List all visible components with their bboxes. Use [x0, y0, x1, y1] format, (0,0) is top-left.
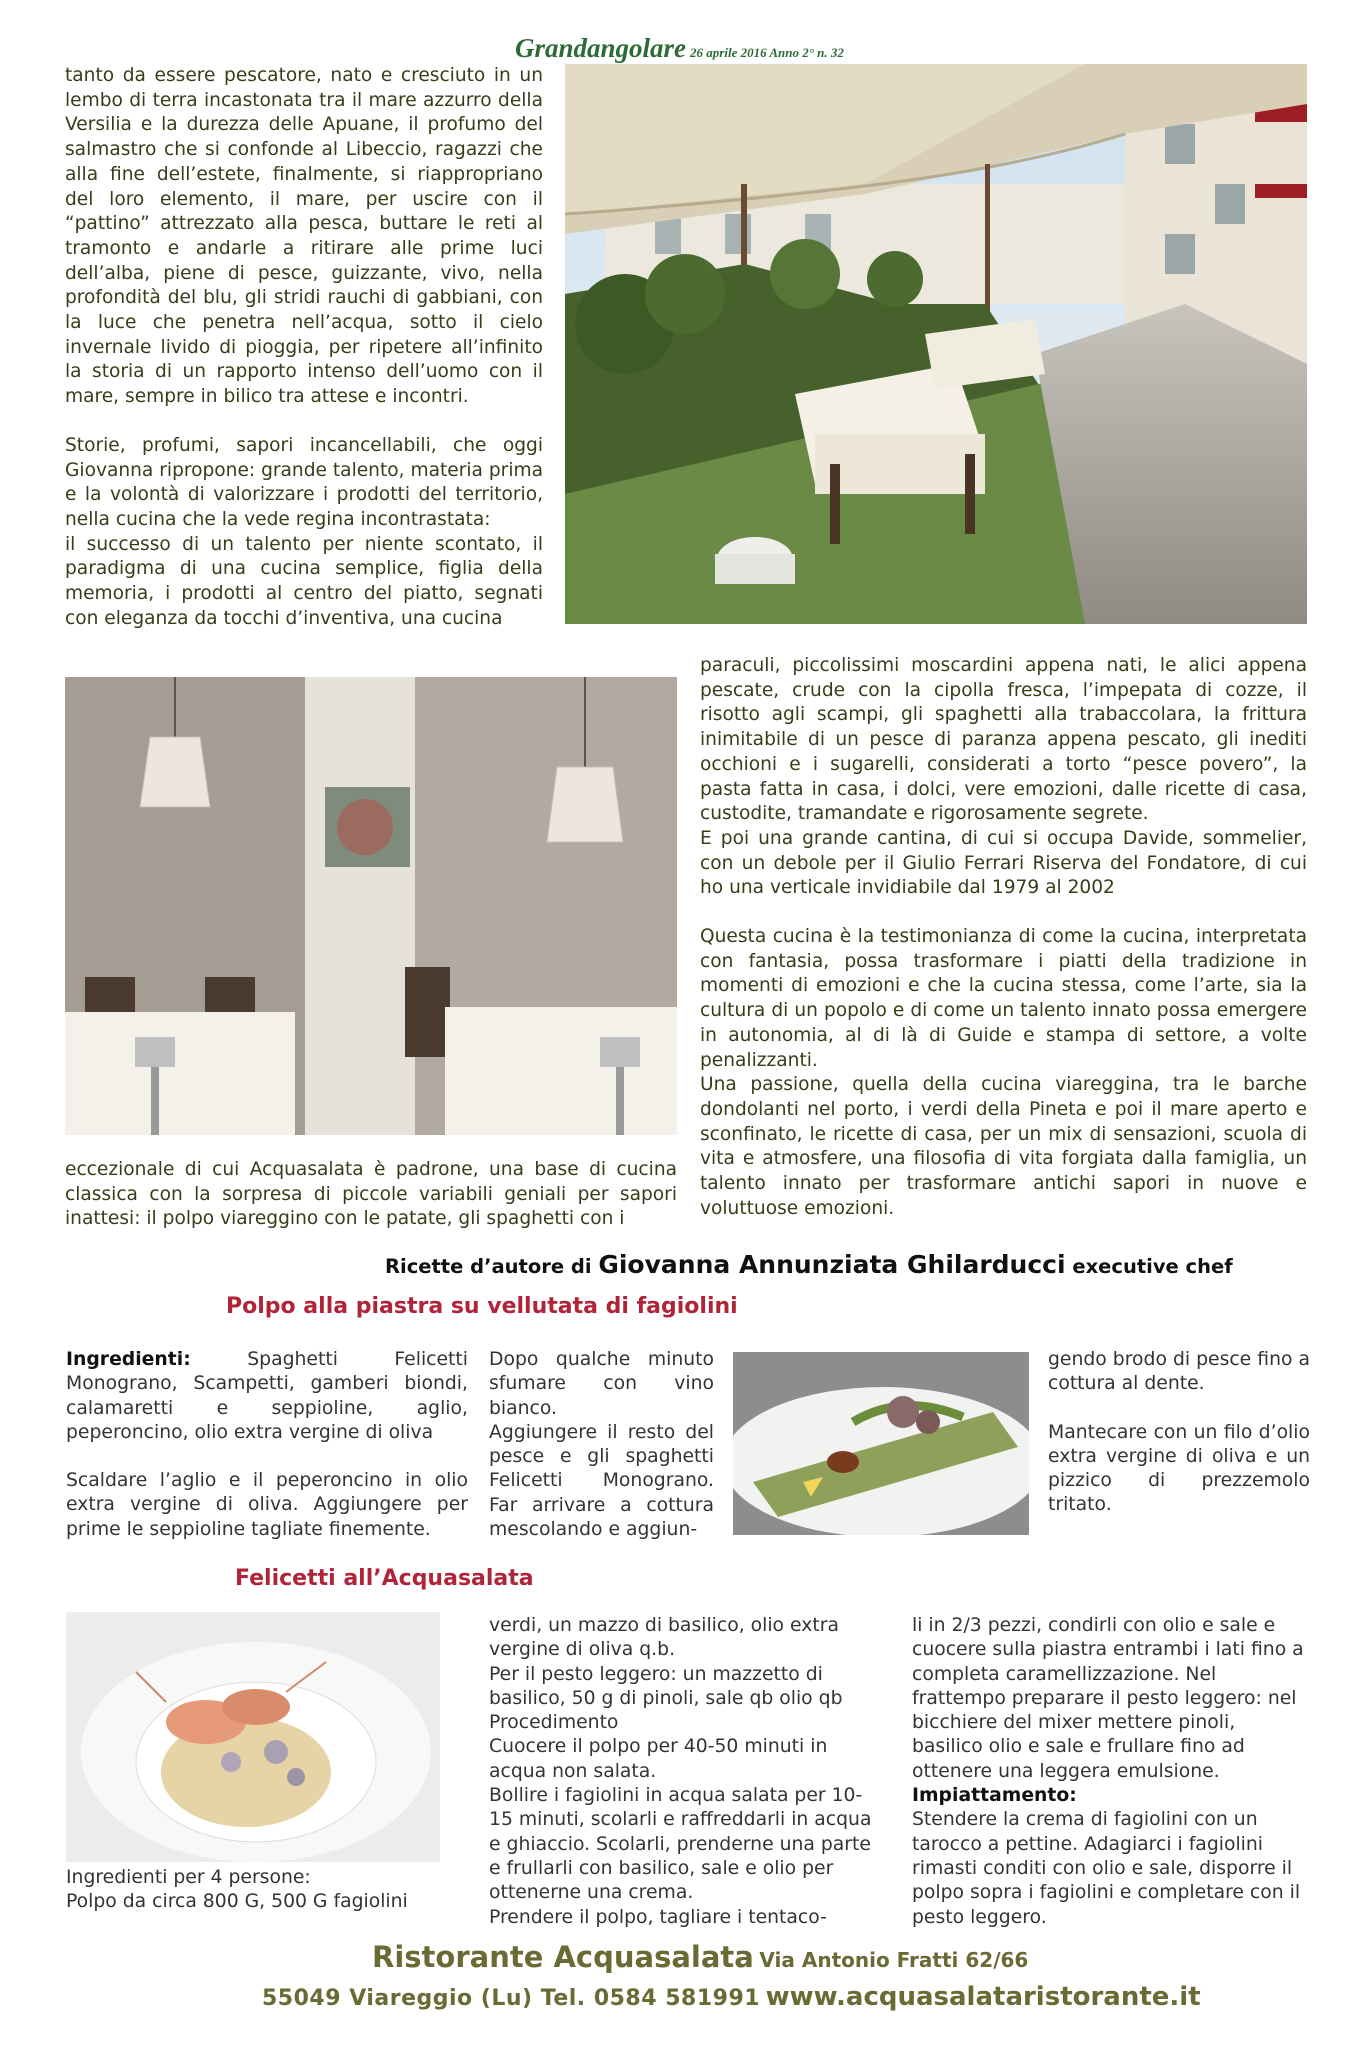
masthead: [515, 33, 875, 64]
recipe2-text: Per il pesto leggero: un mazzetto di basilico, 50 g di pinoli, sale qb olio qb: [489, 1663, 843, 1709]
terrace-illustration: [565, 64, 1307, 624]
article-column-right: [700, 654, 1307, 1221]
recipe1-column-1: [66, 1348, 468, 1542]
article-paragraph: il successo di un talento per niente scontato, il paradigma di una cucina semplice, figlia della memoria, i prodotti al centro del piatto, segnati con eleganza da tocchi d’inventiva, una cucina: [65, 533, 543, 629]
recipe1-column-4: [1048, 1348, 1310, 1518]
recipe2-text: Procedimento: [489, 1712, 619, 1734]
recipe1-column-2: [489, 1348, 714, 1542]
recipe2-text: Stendere la crema di fagiolini con un tarocco a pettine. Adagiarci i fagiolini rimasti conditi con olio e sale, disporre il polpo sopra i fagiolini e completare con il pesto leggero.: [912, 1809, 1301, 1928]
caption-line: Polpo da circa 800 G, 500 G fagiolini: [66, 1891, 408, 1913]
article-paragraph: Una passione, quella della cucina viareggina, tra le barche dondolanti nel porto, i verdi della Pineta e poi il mare aperto e sconfinato, le ricette di casa, per un mix di sensazioni, scuola di vita e atmosfere, una filosofia di vita forgiata dalla famiglia, un talento innato per trasformare antichi sapori in nuove e voluttuose emozioni.: [700, 1074, 1307, 1219]
footer-line-1: [372, 1940, 1028, 1974]
recipe2-column-3: [912, 1614, 1310, 1930]
recipe1-step: Dopo qualche minuto sfumare con vino bianco.: [489, 1349, 714, 1419]
publication-name: Grandangolare: [515, 33, 687, 63]
recipe1-step: Aggiungere il resto del pesce e gli spaghetti Felicetti Monograno. Far arrivare a cottura mescolando e aggiun-: [489, 1421, 714, 1541]
article-column-left: [65, 64, 543, 631]
photo-dining-room: [65, 677, 677, 1135]
recipe2-text: Prendere il polpo, tagliare i tentaco-: [489, 1906, 827, 1928]
photo-recipe2-dish: [66, 1612, 440, 1862]
restaurant-website[interactable]: www.acquasalataristorante.it: [765, 1982, 1201, 2012]
photo-recipe1-dish: [733, 1352, 1029, 1535]
caption-line: Ingredienti per 4 persone:: [66, 1867, 311, 1888]
restaurant-city-phone: 55049 Viareggio (Lu) Tel. 0584 581991: [262, 1986, 761, 2011]
article-paragraph: eccezionale di cui Acquasalata è padrone, una base di cucina classica con la sorpresa di piccole variabili geniali per sapori inattesi: il polpo viareggino con le patate, gli spaghetti con i: [65, 1159, 677, 1230]
article-paragraph: Questa cucina è la testimonianza di come la cucina, interpretata con fantasia, possa trasformare i piatti della tradizione in momenti di emozioni e che la cucina stessa, come l’arte, sia la cultura di un popolo e di come un talento innato possa emergere in autonomia, al di là di Guide e stampa di settore, a volte penalizzanti.: [700, 926, 1307, 1071]
article-column-left-bottom: [65, 1158, 677, 1232]
recipe2-text: Cuocere il polpo per 40-50 minuti in acqua non salata.: [489, 1736, 828, 1782]
chef-role: executive chef: [1072, 1255, 1233, 1278]
recipe2-title: Felicetti all’Acquasalata: [235, 1566, 534, 1591]
recipe2-column-2: [489, 1614, 885, 1930]
recipe1-ingredients: Ingredienti: Spaghetti Felicetti Monograno, Scampetti, gamberi biondi, calamaretti e seppioline, aglio, peperoncino, olio extra vergine di oliva: [66, 1349, 468, 1443]
recipe1-step: Scaldare l’aglio e il peperoncino in olio extra vergine di oliva. Aggiungere per prime le seppioline tagliate finemente.: [66, 1470, 468, 1540]
recipe2-caption: [66, 1866, 446, 1915]
article-paragraph: E poi una grande cantina, di cui si occupa Davide, sommelier, con un debole per il Giulio Ferrari Riserva del Fondatore, di cui ho una verticale invidiabile dal 1979 al 2002: [700, 827, 1307, 899]
restaurant-name: Ristorante Acquasalata: [372, 1940, 754, 1974]
byline-prefix: Ricette d’autore di: [385, 1255, 592, 1278]
dish-illustration: [733, 1352, 1029, 1535]
recipe2-text: li in 2/3 pezzi, condirli con olio e sale e cuocere sulla piastra entrambi i lati fino a completa caramellizzazione. Nel frattempo preparare il pesto leggero: nel bicchiere del mixer mettere pinoli, basilico olio e sale e frullare fino ad ottenere una leggera emulsione.: [912, 1615, 1304, 1782]
recipe1-title: Polpo alla piastra su vellutata di fagiolini: [226, 1294, 738, 1319]
recipe1-step: Mantecare con un filo d’olio extra vergine di oliva e un pizzico di prezzemolo tritato.: [1048, 1421, 1310, 1516]
recipe2-text: Bollire i fagiolini in acqua salata per 10-15 minuti, scolarli e raffreddarli in acqua e ghiaccio. Scolarli, prenderne una parte e frullarli con basilico, sale e olio per ottenerne una crema.: [489, 1785, 872, 1904]
chef-name: Giovanna Annunziata Ghilarducci: [598, 1250, 1066, 1279]
dining-room-illustration: [65, 677, 677, 1135]
footer-line-2: [262, 1982, 1201, 2012]
recipes-byline: [385, 1250, 1233, 1279]
recipe2-text: verdi, un mazzo di basilico, olio extra vergine di oliva q.b.: [489, 1615, 839, 1661]
restaurant-address: Via Antonio Fratti 62/66: [759, 1948, 1029, 1972]
recipe1-step: gendo brodo di pesce fino a cottura al dente.: [1048, 1349, 1310, 1395]
ingredients-label: Ingredienti:: [66, 1349, 191, 1370]
photo-outdoor-terrace: [565, 64, 1307, 624]
issue-info: 26 aprile 2016 Anno 2° n. 32: [690, 45, 844, 60]
article-paragraph: tanto da essere pescatore, nato e cresciuto in un lembo di terra incastonata tra il mare azzurro della Versilia e la durezza delle Apuane, il profumo del salmastro che si confonde al Libeccio, ragazzi che alla fine dell’estete, finalmente, si riappropriano del loro elemento, il mare, per uscire con il “pattino” attrezzato alla pesca, buttare le reti al tramonto e andarle a ritirare alle prime luci dell’alba, piene di pesce, guizzante, vivo, nella profondità del blu, gli stridi rauchi di gabbiani, con la luce che penetra nell’acqua, sotto il cielo invernale livido di pioggia, per ripetere all’infinito la storia di un rapporto intenso dell’uomo con il mare, sempre in bilico tra attese e incontri.: [65, 65, 543, 408]
article-paragraph: paraculi, piccolissimi moscardini appena nati, le alici appena pescate, crude con la cipolla fresca, l’impepata di cozze, il risotto agli scampi, gli spaghetti alla trabaccolara, la frittura inimitabile di un pesce di paranza appena pescato, gli inediti occhioni e i sugarelli, considerati a torto “pesce povero”, la pasta fatta in casa, i dolci, vere emozioni, dalle ricette di casa, custodite, tramandate e rigorosamente segrete.: [700, 655, 1307, 825]
article-paragraph: Storie, profumi, sapori incancellabili, che oggi Giovanna ripropone: grande talento, materia prima e la volontà di valorizzare i prodotti del territorio, nella cucina che la vede regina incontrastata:: [65, 434, 543, 530]
plating-label: Impiattamento:: [912, 1785, 1077, 1807]
pasta-illustration: [66, 1612, 440, 1862]
